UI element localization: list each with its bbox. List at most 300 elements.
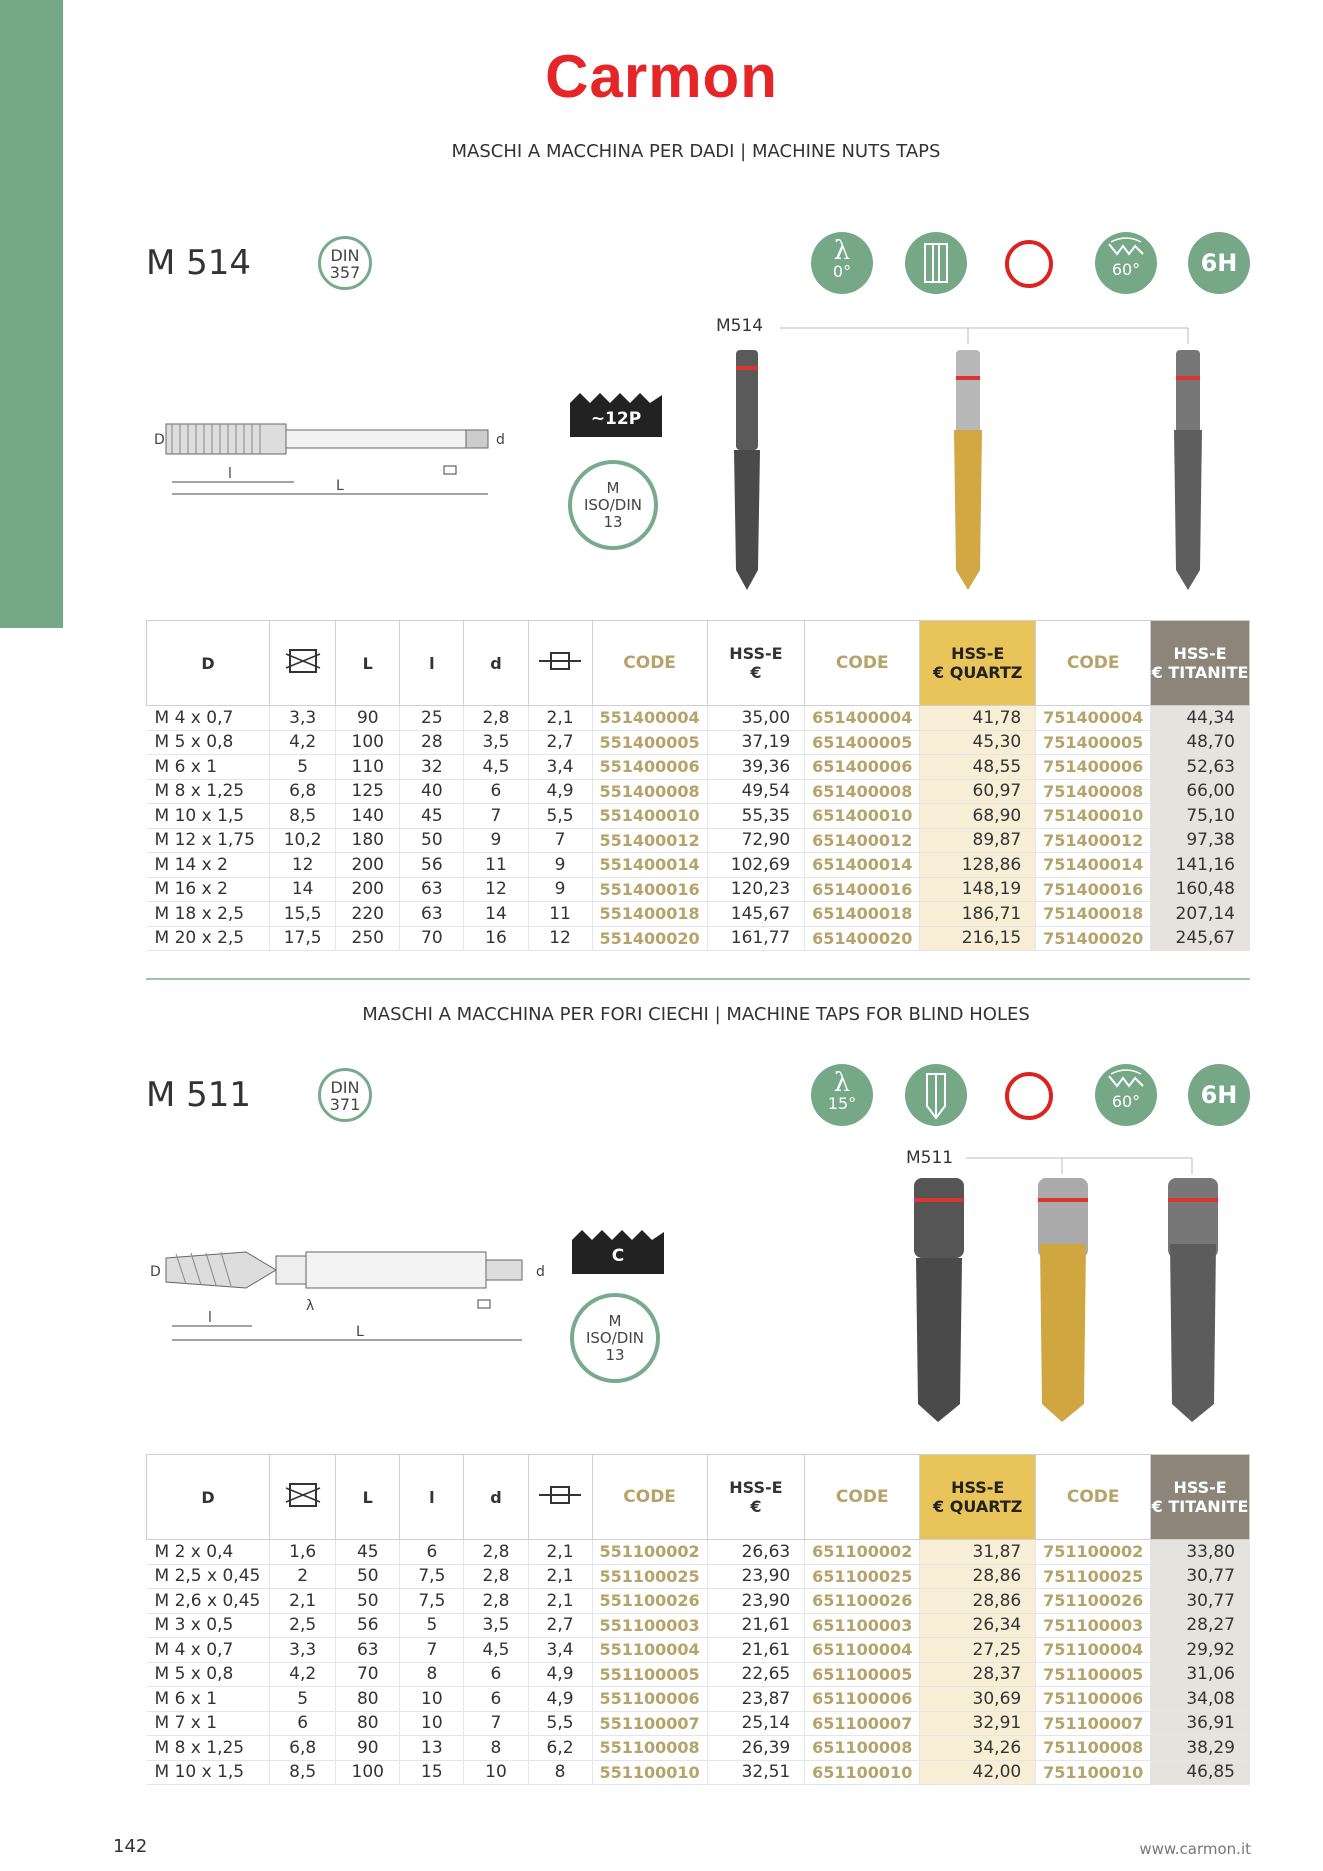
header-titanite: HSS-E € TITANITE [1151,621,1250,706]
table-cell: 2,1 [528,1589,592,1614]
table-cell: 9 [528,853,592,878]
table-cell: 89,87 [920,828,1036,853]
table-cell: 751100005 [1036,1662,1151,1687]
table-row [147,730,1250,755]
table-cell: 651100005 [805,1662,920,1687]
table-cell: 651400010 [805,804,920,829]
table-cell: 2,1 [528,1540,592,1565]
table-cell: 5 [400,1613,464,1638]
table-cell: 30,77 [1151,1564,1250,1589]
table-cell: 751400012 [1036,828,1151,853]
table-cell: 22,65 [707,1662,805,1687]
table-cell: 200 [336,877,400,902]
table-cell: 7 [464,1711,528,1736]
table-cell: 32 [400,755,464,780]
table-cell: 551400014 [592,853,707,878]
table-cell: 551100026 [592,1589,707,1614]
table-cell: 37,19 [707,730,805,755]
drawing-label-l: l [208,1310,212,1326]
table-cell: 551100025 [592,1564,707,1589]
table-cell: 2,1 [528,1564,592,1589]
table-cell: 7 [528,828,592,853]
drawing-label-d: d [536,1264,545,1280]
table-cell: 551400012 [592,828,707,853]
tap-photo-label: M514 [716,316,764,336]
table-cell: M 2 x 0,4 [147,1540,270,1565]
table-cell: 751400010 [1036,804,1151,829]
table-cell: 751100002 [1036,1540,1151,1565]
header-hsse: HSS-E € [707,1455,805,1540]
table-cell: M 6 x 1 [147,755,270,780]
table-cell: 10,2 [270,828,336,853]
table-cell: M 2,6 x 0,45 [147,1589,270,1614]
table-cell: 41,78 [920,706,1036,731]
header-d-shank: d [464,1455,528,1540]
table-cell: 751400008 [1036,779,1151,804]
header-L: L [336,621,400,706]
table-cell: 9 [528,877,592,902]
tap-technical-drawing [146,1240,566,1350]
table-cell: 3,4 [528,1638,592,1663]
table-cell: 551400004 [592,706,707,731]
table-cell: 33,80 [1151,1540,1250,1565]
table-cell: 45 [400,804,464,829]
table-cell: 148,19 [920,877,1036,902]
table-cell: 120,23 [707,877,805,902]
table-cell: 651100025 [805,1564,920,1589]
table-cell: 40 [400,779,464,804]
table-cell: 551400006 [592,755,707,780]
table-cell: 6,8 [270,779,336,804]
table-cell: 23,90 [707,1564,805,1589]
table-cell: 651400005 [805,730,920,755]
table-row [147,1638,1250,1663]
table-cell: 49,54 [707,779,805,804]
square-size-icon [528,1455,592,1540]
table-cell: 32,91 [920,1711,1036,1736]
tap-photos [890,1154,1230,1434]
pitch-badge: C [572,1230,664,1274]
table-cell: 26,39 [707,1736,805,1761]
square-size-icon [528,621,592,706]
table-cell: 1,6 [270,1540,336,1565]
table-cell: 250 [336,926,400,951]
model-name: M 511 [146,1075,252,1115]
table-row [147,828,1250,853]
drawing-label-lambda: λ [306,1298,315,1314]
table-cell: 2,5 [270,1613,336,1638]
table-cell: 100 [336,730,400,755]
table-cell: 21,61 [707,1613,805,1638]
table-cell: 245,67 [1151,926,1250,951]
table-cell: 36,91 [1151,1711,1250,1736]
table-cell: 6 [400,1540,464,1565]
section-divider [146,978,1250,980]
table-cell: 651100008 [805,1736,920,1761]
table-cell: 145,67 [707,902,805,927]
table-cell: 751400018 [1036,902,1151,927]
table-cell: M 8 x 1,25 [147,779,270,804]
header-titanite: HSS-E € TITANITE [1151,1455,1250,1540]
table-cell: 55,35 [707,804,805,829]
table-cell: 651400020 [805,926,920,951]
table-cell: 551100002 [592,1540,707,1565]
header-d: D [147,621,270,706]
table-cell: 44,34 [1151,706,1250,731]
header-L: L [336,1455,400,1540]
table-cell: 2,1 [528,706,592,731]
table-cell: 63 [400,877,464,902]
table-row [147,853,1250,878]
table-cell: 5,5 [528,1711,592,1736]
table-cell: 34,08 [1151,1687,1250,1712]
table-cell: 2,8 [464,706,528,731]
header-code-titanite: CODE [1036,621,1151,706]
table-cell: 651400012 [805,828,920,853]
table-cell: 52,63 [1151,755,1250,780]
table-cell: 651100004 [805,1638,920,1663]
table-cell: 551100004 [592,1638,707,1663]
table-cell: 28 [400,730,464,755]
table-cell: 651100026 [805,1589,920,1614]
table-cell: 7 [400,1638,464,1663]
tolerance-badge: 6H [1188,232,1250,294]
table-cell: 70 [400,926,464,951]
table-cell: 25,14 [707,1711,805,1736]
spec-table-m511 [146,1454,1250,1785]
table-cell: M 10 x 1,5 [147,804,270,829]
table-cell: 551400016 [592,877,707,902]
table-cell: M 12 x 1,75 [147,828,270,853]
drawing-label-L: L [336,478,344,494]
drill-diameter-icon [270,621,336,706]
table-cell: 3,3 [270,706,336,731]
table-cell: 751100004 [1036,1638,1151,1663]
table-cell: 15 [400,1760,464,1785]
table-cell: M 4 x 0,7 [147,706,270,731]
table-cell: 28,37 [920,1662,1036,1687]
iso-badge: M ISO/DIN 13 [568,460,658,550]
table-cell: 186,71 [920,902,1036,927]
header-code-quartz: CODE [805,1455,920,1540]
table-cell: 29,92 [1151,1638,1250,1663]
table-cell: 110 [336,755,400,780]
website-url: www.carmon.it [1139,1840,1251,1858]
table-cell: 23,87 [707,1687,805,1712]
drawing-label-D: D [150,1264,161,1280]
spec-table-m514 [146,620,1250,951]
table-cell: 4,5 [464,1638,528,1663]
table-cell: 23,90 [707,1589,805,1614]
table-cell: 28,86 [920,1564,1036,1589]
table-cell: 551100008 [592,1736,707,1761]
table-cell: 751100008 [1036,1736,1151,1761]
table-cell: M 20 x 2,5 [147,926,270,951]
table-cell: M 5 x 0,8 [147,730,270,755]
table-cell: M 3 x 0,5 [147,1613,270,1638]
table-cell: 551400010 [592,804,707,829]
table-cell: M 2,5 x 0,45 [147,1564,270,1589]
table-cell: 48,70 [1151,730,1250,755]
table-cell: 12 [464,877,528,902]
section-title-blind-holes: MASCHI A MACCHINA PER FORI CIECHI | MACHINE TAPS FOR BLIND HOLES [362,1004,1030,1025]
drawing-label-d: d [496,432,505,448]
table-cell: 2,8 [464,1589,528,1614]
table-cell: 751100010 [1036,1760,1151,1785]
table-cell: 161,77 [707,926,805,951]
table-cell: 32,51 [707,1760,805,1785]
din-badge: DIN 371 [318,1068,372,1122]
table-cell: 25 [400,706,464,731]
table-cell: M 5 x 0,8 [147,1662,270,1687]
table-cell: 13 [400,1736,464,1761]
table-row [147,1736,1250,1761]
table-cell: 26,34 [920,1613,1036,1638]
table-cell: 50 [400,828,464,853]
table-cell: 651100003 [805,1613,920,1638]
table-cell: 2,8 [464,1540,528,1565]
table-cell: 7,5 [400,1589,464,1614]
table-row [147,779,1250,804]
table-cell: 551100005 [592,1662,707,1687]
table-cell: 6 [270,1711,336,1736]
table-cell: 2,7 [528,1613,592,1638]
table-row [147,804,1250,829]
table-cell: 5 [270,755,336,780]
table-cell: 97,38 [1151,828,1250,853]
table-cell: 551400020 [592,926,707,951]
table-cell: 6,2 [528,1736,592,1761]
drawing-label-l: l [228,466,232,482]
table-cell: 751100026 [1036,1589,1151,1614]
thread-angle-icon: 60° [1095,232,1157,294]
table-cell: 70 [336,1662,400,1687]
table-cell: M 7 x 1 [147,1711,270,1736]
table-cell: 141,16 [1151,853,1250,878]
table-cell: 50 [336,1564,400,1589]
table-cell: 42,00 [920,1760,1036,1785]
table-cell: M 4 x 0,7 [147,1638,270,1663]
table-cell: 27,25 [920,1638,1036,1663]
table-cell: 26,63 [707,1540,805,1565]
table-cell: 7,5 [400,1564,464,1589]
table-cell: 751100006 [1036,1687,1151,1712]
table-cell: 751400005 [1036,730,1151,755]
table-cell: 551400005 [592,730,707,755]
table-cell: 63 [336,1638,400,1663]
table-cell: 100 [336,1760,400,1785]
tap-photos [716,320,1216,600]
table-cell: 751100007 [1036,1711,1151,1736]
table-cell: 180 [336,828,400,853]
table-cell: 39,36 [707,755,805,780]
table-cell: 551100003 [592,1613,707,1638]
table-cell: 216,15 [920,926,1036,951]
table-cell: 751100025 [1036,1564,1151,1589]
rake-angle-icon: λ 0° [811,232,873,294]
table-cell: 651400016 [805,877,920,902]
header-hsse: HSS-E € [707,621,805,706]
table-cell: 160,48 [1151,877,1250,902]
table-cell: 60,97 [920,779,1036,804]
table-row [147,755,1250,780]
table-row [147,1564,1250,1589]
table-cell: 3,3 [270,1638,336,1663]
table-cell: 75,10 [1151,804,1250,829]
header-code-quartz: CODE [805,621,920,706]
table-cell: M 16 x 2 [147,877,270,902]
table-cell: 12 [270,853,336,878]
table-cell: 8,5 [270,1760,336,1785]
coating-ring-icon [1005,1072,1053,1120]
table-cell: 31,87 [920,1540,1036,1565]
table-cell: 17,5 [270,926,336,951]
table-cell: 4,9 [528,1662,592,1687]
table-cell: 28,86 [920,1589,1036,1614]
table-cell: 551100010 [592,1760,707,1785]
table-cell: 651100010 [805,1760,920,1785]
table-row [147,1662,1250,1687]
table-cell: 2,8 [464,1564,528,1589]
table-cell: 751400020 [1036,926,1151,951]
table-cell: 68,90 [920,804,1036,829]
drawing-label-D: D [154,432,165,448]
table-cell: 5 [270,1687,336,1712]
model-name: M 514 [146,243,252,283]
table-cell: 11 [528,902,592,927]
table-cell: 10 [464,1760,528,1785]
table-cell: 4,2 [270,730,336,755]
table-cell: 651400004 [805,706,920,731]
table-cell: M 8 x 1,25 [147,1736,270,1761]
table-cell: 551400018 [592,902,707,927]
table-cell: 35,00 [707,706,805,731]
pitch-badge: ~12P [570,393,662,437]
table-cell: 125 [336,779,400,804]
table-row [147,1687,1250,1712]
table-cell: 6,8 [270,1736,336,1761]
table-cell: M 6 x 1 [147,1687,270,1712]
table-cell: 38,29 [1151,1736,1250,1761]
page-number: 142 [113,1836,148,1857]
table-cell: M 14 x 2 [147,853,270,878]
table-cell: 551100007 [592,1711,707,1736]
table-cell: 220 [336,902,400,927]
section-title-nuts-taps: MASCHI A MACCHINA PER DADI | MACHINE NUTS TAPS [451,141,941,162]
header-quartz: HSS-E € QUARTZ [920,1455,1036,1540]
table-row [147,877,1250,902]
table-cell: 2,1 [270,1589,336,1614]
table-cell: 8,5 [270,804,336,829]
table-row [147,1760,1250,1785]
table-cell: 8 [464,1736,528,1761]
table-cell: 102,69 [707,853,805,878]
table-cell: 651400014 [805,853,920,878]
table-cell: 34,26 [920,1736,1036,1761]
table-cell: 140 [336,804,400,829]
thread-angle-icon: 60° [1095,1064,1157,1126]
table-cell: 7 [464,804,528,829]
drawing-label-L: L [356,1324,364,1340]
table-cell: 10 [400,1687,464,1712]
table-cell: 14 [464,902,528,927]
straight-flute-icon [905,232,967,294]
table-cell: 8 [528,1760,592,1785]
header-l: l [400,1455,464,1540]
header-quartz: HSS-E € QUARTZ [920,621,1036,706]
table-cell: 9 [464,828,528,853]
header-d-shank: d [464,621,528,706]
table-cell: 21,61 [707,1638,805,1663]
rake-angle-icon: λ 15° [811,1064,873,1126]
header-l: l [400,621,464,706]
table-cell: 8 [400,1662,464,1687]
table-cell: 4,2 [270,1662,336,1687]
table-cell: 28,27 [1151,1613,1250,1638]
table-cell: 50 [336,1589,400,1614]
table-cell: 30,69 [920,1687,1036,1712]
table-cell: 56 [336,1613,400,1638]
table-cell: 48,55 [920,755,1036,780]
table-cell: 651100006 [805,1687,920,1712]
table-cell: 45 [336,1540,400,1565]
table-cell: 2,7 [528,730,592,755]
table-row [147,1540,1250,1565]
table-cell: 31,06 [1151,1662,1250,1687]
tap-technical-drawing [146,410,526,505]
table-cell: 90 [336,706,400,731]
table-cell: 751400006 [1036,755,1151,780]
header-code-hsse: CODE [592,621,707,706]
din-badge: DIN 357 [318,236,372,290]
table-cell: M 18 x 2,5 [147,902,270,927]
table-cell: 15,5 [270,902,336,927]
table-cell: 3,5 [464,730,528,755]
iso-badge: M ISO/DIN 13 [570,1293,660,1383]
table-cell: 45,30 [920,730,1036,755]
brand-logo: Carmon [545,43,778,110]
table-cell: 4,9 [528,779,592,804]
table-cell: 751100003 [1036,1613,1151,1638]
table-cell: 72,90 [707,828,805,853]
tap-photo-label: M511 [906,1148,954,1168]
table-cell: 751400014 [1036,853,1151,878]
table-cell: 6 [464,1687,528,1712]
table-cell: 551100006 [592,1687,707,1712]
table-row [147,1613,1250,1638]
table-cell: 200 [336,853,400,878]
table-row [147,1589,1250,1614]
table-cell: 207,14 [1151,902,1250,927]
table-cell: 651400006 [805,755,920,780]
coating-ring-icon [1005,240,1053,288]
table-cell: 63 [400,902,464,927]
table-cell: 90 [336,1736,400,1761]
table-cell: M 10 x 1,5 [147,1760,270,1785]
table-cell: 3,5 [464,1613,528,1638]
table-cell: 651400018 [805,902,920,927]
header-code-hsse: CODE [592,1455,707,1540]
table-cell: 6 [464,1662,528,1687]
spiral-flute-icon [905,1064,967,1126]
table-cell: 46,85 [1151,1760,1250,1785]
table-row [147,706,1250,731]
table-cell: 651100002 [805,1540,920,1565]
table-cell: 56 [400,853,464,878]
tolerance-badge: 6H [1188,1064,1250,1126]
table-cell: 30,77 [1151,1589,1250,1614]
table-cell: 128,86 [920,853,1036,878]
